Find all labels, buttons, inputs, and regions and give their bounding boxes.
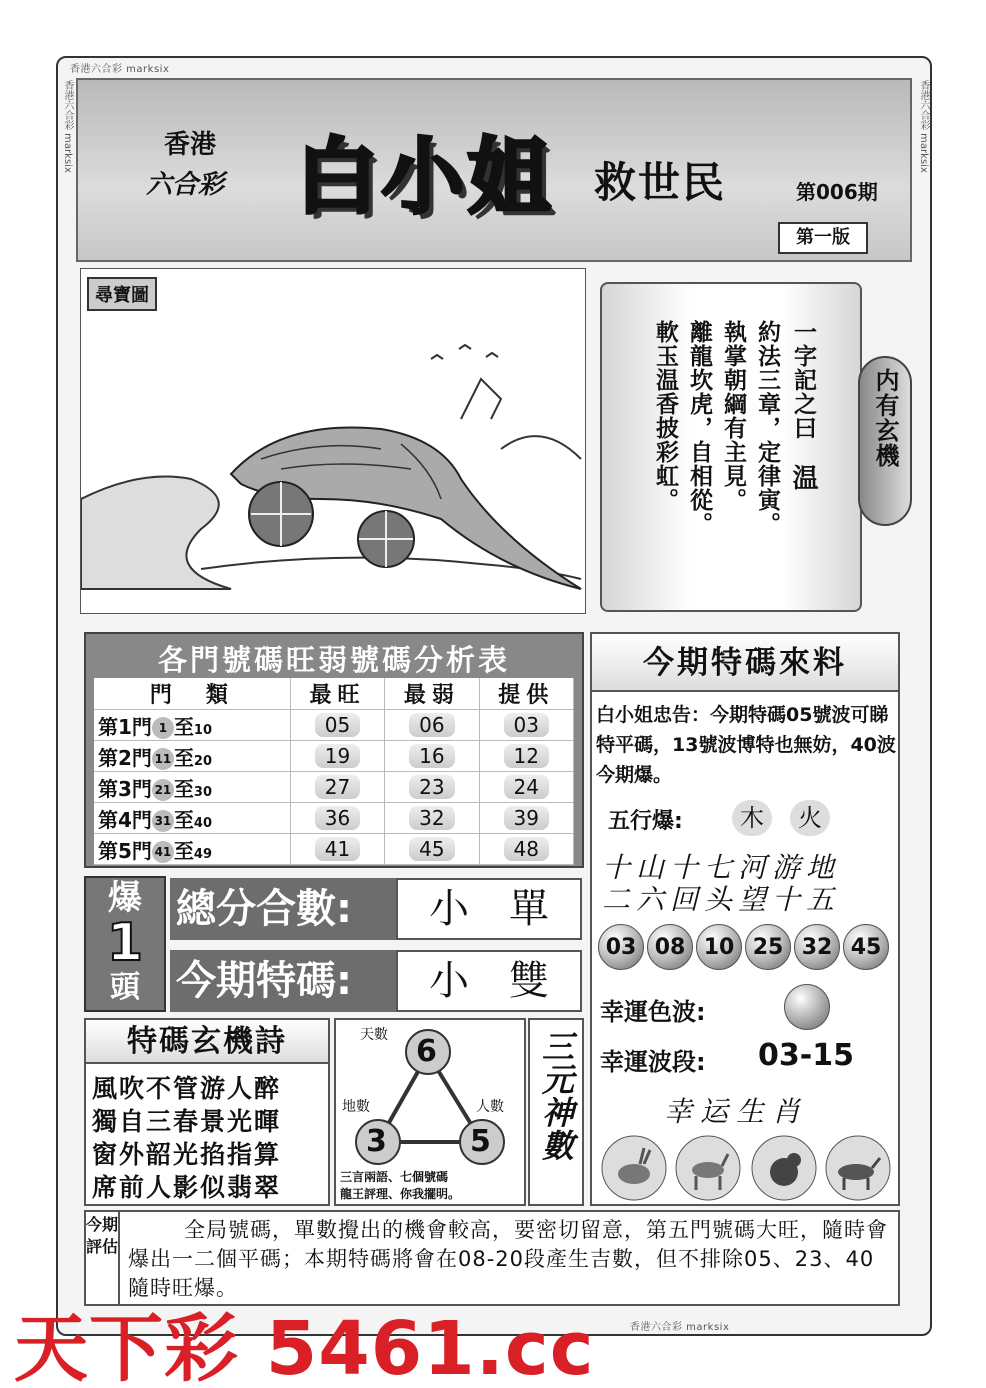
explode-char-3: 頭	[110, 970, 140, 1005]
earth-number: 3	[366, 1124, 387, 1159]
evaluation-text: 全局號碼，單數攪出的機會較高，要密切留意，第五門號碼大旺，隨時會爆出一二個平碼；本期特碼將會在08-20段產生吉數，但不排除05、23、40隨時旺爆。	[128, 1218, 888, 1300]
border-strip-right: 香港六合彩 marksix	[918, 80, 929, 173]
scroll-line-5: 軟玉温香披彩虹。	[652, 320, 679, 512]
poem-line: 風吹不管游人醉	[92, 1074, 282, 1103]
number-ball: 03	[598, 924, 644, 970]
treasure-map-panel	[80, 268, 586, 614]
evaluation-label: 今期評估	[86, 1212, 120, 1304]
border-strip-top: 香港六合彩 marksix	[70, 64, 170, 75]
explode-head-panel	[84, 876, 166, 1012]
rabbit-icon	[602, 1136, 666, 1200]
scroll-line-4: 離龍坎虎，自相從。	[686, 320, 713, 536]
earth-label: 地數	[342, 1099, 370, 1115]
monkey-icon	[752, 1136, 816, 1200]
number-ball: 32	[794, 924, 840, 970]
wuxing-label: 五行爆:	[608, 809, 683, 834]
table-row: 第2門 11 至20 19 16 12	[94, 741, 574, 772]
treasure-map-label: 尋寶圖	[87, 277, 157, 311]
zodiac-animals	[598, 1134, 894, 1202]
riddle-line-1: 十山十七河游地	[602, 851, 841, 884]
dog-icon	[826, 1136, 890, 1200]
sanyuan-text: 三元神數	[537, 1030, 575, 1162]
heaven-label: 天數	[360, 1027, 388, 1043]
triangle-note-1: 三言兩語、七個號碼	[340, 1170, 449, 1184]
border-strip-left: 香港六合彩 marksix	[62, 80, 73, 173]
edition-label: 第一版	[778, 222, 868, 254]
lucky-zodiac-label: 幸运生肖	[664, 1095, 809, 1128]
triangle-note-2: 龍王評理、你我擺明。	[340, 1187, 461, 1201]
number-ball: 08	[647, 924, 693, 970]
special-code-value: 小 雙	[396, 950, 582, 1012]
table-row: 第1門 1 至10 05 06 03	[94, 710, 574, 741]
pangolin-illustration	[81, 269, 585, 613]
poem-panel	[84, 1018, 330, 1206]
header-min: 最弱	[385, 678, 479, 710]
header-max: 最旺	[290, 678, 384, 710]
riddle-line-2: 二六回头望十五	[602, 883, 841, 916]
table-header-row	[94, 678, 574, 710]
scroll-line-1: 一字記之曰	[790, 320, 817, 440]
poem-line: 窗外韶光掐指算	[92, 1140, 282, 1169]
table-row: 第4門 31 至40 36 32 39	[94, 803, 574, 834]
poem-line: 獨自三春景光暉	[92, 1107, 282, 1136]
lottery-label: 六合彩	[145, 170, 224, 200]
scroll-line-2: 約法三章，定律寅。	[754, 320, 781, 536]
main-title: 白小姐	[296, 130, 555, 225]
table-row: 第3門 21 至30 27 23 24	[94, 772, 574, 803]
scroll-line-3: 執掌朝綱有主見。	[720, 320, 747, 512]
human-label: 人數	[476, 1099, 504, 1115]
wuxing-value-2: 火	[790, 800, 830, 836]
site-watermark: 天下彩 5461.cc	[14, 1306, 595, 1388]
special-code-panel	[590, 632, 900, 1206]
header-gate: 門 類	[94, 678, 290, 710]
advice-text: 白小姐忠告：今期特碼05號波可睇特平碼，13號波博特也無妨，40波今期爆。	[596, 704, 896, 786]
lucky-range-label: 幸運波段:	[600, 1048, 706, 1076]
scroll-panel	[600, 282, 862, 612]
number-ball: 45	[843, 924, 889, 970]
heaven-number: 6	[416, 1034, 437, 1069]
number-ball: 25	[745, 924, 791, 970]
poem-title: 特碼玄機詩	[86, 1020, 328, 1064]
analysis-table	[94, 678, 574, 865]
sanyuan-panel	[528, 1018, 584, 1206]
special-code-label: 今期特碼:	[170, 950, 396, 1012]
deer-icon	[676, 1136, 740, 1200]
issue-number: 第006期	[796, 180, 878, 204]
region-label: 香港	[163, 130, 216, 160]
poem-lines	[92, 1072, 281, 1204]
analysis-table-panel	[84, 632, 584, 868]
scroll-key-word: 温	[788, 464, 818, 491]
lucky-color-ball	[784, 984, 830, 1030]
explode-char-1: 爆	[108, 878, 142, 918]
hidden-mystery-badge: 内有玄機	[858, 356, 912, 526]
wuxing-value-1: 木	[732, 800, 772, 836]
number-balls	[598, 924, 892, 970]
sub-title: 救世民	[594, 158, 727, 207]
poem-line: 席前人影似翡翠	[92, 1173, 282, 1202]
special-code-title: 今期特碼來料	[592, 634, 898, 692]
triangle-panel	[334, 1018, 526, 1206]
lucky-color-label: 幸運色波:	[600, 998, 706, 1026]
number-ball: 10	[696, 924, 742, 970]
header-offer: 提供	[479, 678, 573, 710]
explode-char-2: 1	[106, 913, 144, 973]
lucky-range-value: 03-15	[758, 1038, 854, 1073]
analysis-table-title: 各門號碼旺弱號碼分析表	[157, 643, 510, 677]
table-row: 第5門 41 至49 41 45 48	[94, 834, 574, 865]
human-number: 5	[470, 1124, 491, 1159]
total-sum-value: 小 單	[396, 878, 582, 940]
total-sum-label: 總分合數:	[170, 878, 396, 940]
border-strip-bottom: 香港六合彩 marksix	[630, 1322, 730, 1333]
